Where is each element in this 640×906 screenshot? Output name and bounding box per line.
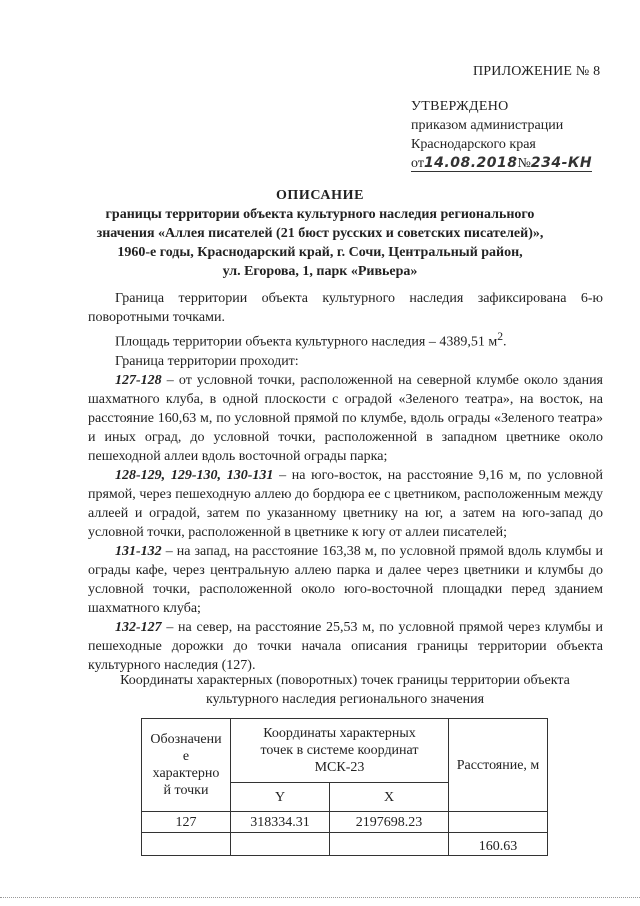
header-point-text: й точки <box>163 783 209 798</box>
cell-point: 127 <box>142 812 231 833</box>
date-prefix: от <box>411 156 424 171</box>
cell-point <box>142 833 231 856</box>
header-point-text: характерно <box>152 766 220 781</box>
date-handwritten: 14.08.2018 <box>423 155 518 171</box>
segment-label: 131-132 <box>115 543 162 559</box>
cell-distance <box>449 812 548 833</box>
table-row <box>142 812 548 833</box>
table-row <box>142 833 548 856</box>
segment-text: – на юго-восток, на расстояние 9,16 м, по условной прямой, через пешеходную аллею до бордюра ее с цветником, расположенным между аллеей и оградой, затем по указанному цветнику на юг, а затем на юго-запад до условной точки, расположенной в цветнике к югу от аллеи писателей; <box>88 467 603 540</box>
area-end: . <box>503 334 507 350</box>
segment-text: – на север, на расстояние 25,53 м, по условной прямой через клумбы и пешеходные дорожки до точки начала описания границы территории объекта культурного наследия (127). <box>88 619 603 673</box>
title-line-3: 1960-е годы, Краснодарский край, г. Сочи, Центральный район, <box>117 245 523 260</box>
header-coords-cell <box>231 719 449 783</box>
header-coords-text: Координаты характерных <box>263 726 416 742</box>
coords-heading-line-2: культурного наследия регионального значения <box>205 692 485 707</box>
coords-heading <box>100 671 590 709</box>
title-line-2: значения «Аллея писателей (21 бюст русских и советских писателей)», <box>96 226 544 241</box>
number-prefix: № <box>517 156 531 171</box>
order-line-2: Краснодарского края <box>411 137 536 152</box>
paragraph-segment-3 <box>88 542 603 618</box>
header-y-cell: Y <box>231 783 330 812</box>
order-date-line <box>411 154 592 173</box>
document-body <box>88 289 603 675</box>
cell-y: 318334.31 <box>231 812 330 833</box>
paragraph-boundary-intro: Граница территории проходит: <box>115 353 299 369</box>
paragraph-area <box>88 327 603 352</box>
title-line-1: границы территории объекта культурного наследия регионального <box>105 207 535 222</box>
segment-label: 128-129, 129-130, 130-131 <box>115 467 274 483</box>
segment-label: 132-127 <box>115 619 162 635</box>
paragraph-segment-1 <box>88 371 603 466</box>
document-title <box>90 186 550 281</box>
approval-block <box>411 97 592 173</box>
header-x-cell: X <box>330 783 449 812</box>
table-header-row <box>142 719 548 783</box>
number-handwritten: 234-КН <box>530 155 593 171</box>
approved-label: УТВЕРЖДЕНО <box>411 99 509 114</box>
header-point-text: е <box>182 749 190 764</box>
header-coords-text: точек в системе координат <box>260 743 419 759</box>
coordinates-table <box>141 718 548 856</box>
paragraph-points: Граница территории объекта культурного наследия зафиксирована 6-ю поворотными точками. <box>88 291 603 325</box>
title-heading: ОПИСАНИЕ <box>275 188 365 203</box>
area-sup: 2 <box>497 330 504 343</box>
area-text: Площадь территории объекта культурного наследия – 4389,51 м <box>115 334 498 350</box>
cell-y <box>231 833 330 856</box>
appendix-label: ПРИЛОЖЕНИЕ № 8 <box>473 64 601 79</box>
header-distance-cell: Расстояние, м <box>449 719 548 812</box>
cell-x <box>330 833 449 856</box>
paragraph-segment-4 <box>88 618 603 675</box>
segment-text: – на запад, на расстояние 163,38 м, по условной прямой вдоль клумбы и ограды кафе, через центральную аллею парка и далее через цветники и клумбы до условной точки, расположенной около юго-восточной площадки перед зданием шахматного клуба; <box>88 543 603 616</box>
cell-distance: 160.63 <box>449 833 548 856</box>
cell-x: 2197698.23 <box>330 812 449 833</box>
segment-label: 127-128 <box>115 372 162 388</box>
header-point-cell <box>142 719 231 812</box>
title-line-4: ул. Егорова, 1, парк «Ривьера» <box>222 264 418 279</box>
header-coords-text: МСК-23 <box>314 760 365 776</box>
paragraph-segment-2 <box>88 466 603 542</box>
coords-heading-line-1: Координаты характерных (поворотных) точек границы территории объекта <box>120 673 570 688</box>
segment-text: – от условной точки, расположенной на северной клумбе около здания шахматного клуба, в одной плоскости с оградой «Зеленого театра», на восток, на расстояние 160,63 м, по условной прямой по клумбе, вдоль ограды «Зеленого театра» и иных оград, до условной точки, расположенной в западном цветнике около пешеходной аллеи вдоль восточной ограды парка; <box>88 372 603 464</box>
order-line-1: приказом администрации <box>411 118 564 133</box>
header-point-text: Обозначени <box>150 732 222 747</box>
